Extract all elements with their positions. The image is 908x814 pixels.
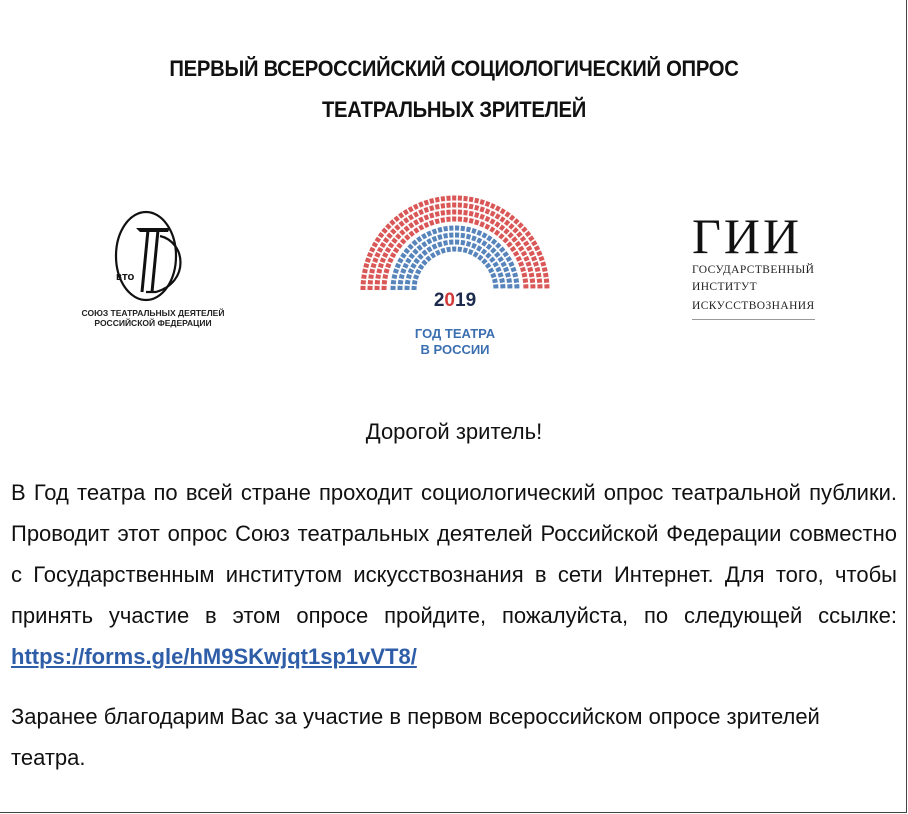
seat-arc-segment: [520, 247, 522, 250]
seat-arc-segment: [427, 233, 431, 235]
gii-line-3: ИСКУССТВОЗНАНИЯ: [692, 298, 815, 320]
seat-arc-segment: [433, 238, 437, 240]
seat-arc-segment: [413, 242, 416, 245]
seat-arc-segment: [398, 244, 401, 247]
seat-arc-segment: [395, 218, 398, 221]
seat-arc-segment: [422, 235, 426, 237]
seat-arc-segment: [517, 242, 519, 245]
seat-arc-segment: [397, 235, 400, 238]
seat-arc-segment: [366, 264, 367, 268]
seat-arc-segment: [495, 263, 497, 267]
paragraph-1-text: В Год театра по всей стране проходит социологический опрос театральной публики. Проводит этот опрос Союз театральных деятелей Российской Федерации совместно с Государственным институтом искусствознания в сети Интернет. Для того, чтобы принять участие в этом опросе пройдите, пожалуйста, по следующей ссылке:: [11, 480, 897, 628]
seat-arc-segment: [399, 259, 401, 263]
seat-arc-segment: [533, 242, 535, 246]
seat-arc-segment: [479, 257, 482, 259]
seat-arc-segment: [483, 242, 487, 244]
seat-arc-segment: [475, 222, 479, 223]
seat-arc-segment: [367, 258, 368, 262]
seat-arc-segment: [414, 280, 415, 284]
seat-arc-segment: [395, 269, 396, 273]
seat-arc-segment: [466, 229, 470, 230]
seat-arc-segment: [472, 238, 476, 239]
seat-arc-segment: [477, 240, 481, 242]
seat-arc-segment: [393, 239, 396, 242]
seat-arc-segment: [438, 244, 442, 245]
seat-arc-segment: [430, 200, 434, 201]
seat-arc-segment: [490, 269, 492, 273]
seat-arc-segment: [497, 244, 500, 247]
year-zero: 0: [444, 290, 455, 311]
seat-arc-segment: [436, 252, 440, 254]
body-paragraph-2: Заранее благодарим Вас за участие в первом всероссийском опросе зрителей театра.: [11, 704, 820, 770]
seat-arc-segment: [388, 234, 391, 237]
seat-arc-segment: [498, 268, 500, 272]
seat-arc-segment: [475, 200, 479, 201]
seat-arc-segment: [505, 230, 508, 233]
seat-arc-segment: [469, 251, 473, 253]
year-caption: [400, 326, 510, 358]
seat-arc-segment: [523, 252, 525, 256]
seat-arc-segment: [475, 215, 479, 216]
seat-arc-segment: [424, 217, 428, 219]
seat-arc-segment: [525, 242, 527, 245]
seat-arc-segment: [483, 260, 486, 263]
seat-arc-segment: [384, 253, 386, 257]
gii-abbr: ГИИ: [692, 208, 803, 264]
seat-arc-segment: [508, 243, 511, 246]
seat-arc-segment: [428, 240, 432, 242]
seat-arc-segment: [520, 262, 522, 266]
seat-arc-segment: [435, 214, 439, 215]
seat-arc-segment: [505, 222, 508, 225]
seat-arc-segment: [507, 273, 508, 277]
seat-arc-segment: [538, 273, 539, 277]
greeting: Дорогой зритель!: [365, 419, 543, 444]
seat-arc-segment: [414, 214, 418, 216]
seat-arc-segment: [387, 225, 390, 228]
seat-arc-segment: [535, 262, 536, 266]
std-caption-line-1: СОЮЗ ТЕАТРАЛЬНЫХ ДЕЯТЕЛЕЙ: [81, 308, 225, 318]
seat-arc-segment: [518, 257, 520, 261]
seat-arc-segment: [515, 220, 518, 223]
seat-arc-segment: [501, 218, 504, 220]
seat-arc-segment: [513, 238, 516, 241]
seat-arc-segment: [438, 229, 442, 230]
page-title: [36, 48, 871, 130]
seat-arc-segment: [496, 223, 499, 225]
seat-arc-segment: [408, 275, 409, 279]
seat-arc-segment: [371, 248, 373, 252]
seat-arc-segment: [510, 225, 513, 228]
seat-arc-segment: [491, 229, 495, 231]
seat-arc-segment: [393, 280, 394, 284]
seat-arc-segment: [485, 226, 489, 228]
seat-arc-segment: [435, 199, 439, 200]
seat-arc-segment: [409, 216, 412, 218]
seat-arc-segment: [380, 264, 381, 268]
seat-arc-segment: [424, 209, 428, 210]
seat-arc-segment: [410, 269, 412, 273]
seat-arc-segment: [528, 247, 530, 251]
seat-arc-segment: [441, 220, 445, 221]
seat-arc-segment: [428, 248, 432, 250]
seat-arc-segment: [518, 233, 521, 236]
seat-arc-segment: [474, 254, 477, 256]
seat-arc-segment: [512, 247, 514, 250]
seat-arc-segment: [492, 241, 495, 244]
seat-arc-segment: [501, 210, 504, 212]
seat-arc-segment: [504, 239, 507, 242]
seat-arc-segment: [419, 255, 422, 258]
seat-arc-segment: [500, 227, 503, 229]
seat-arc-segment: [410, 232, 413, 235]
seat-arc-segment: [377, 253, 379, 257]
seat-arc-segment: [500, 273, 501, 277]
seat-arc-segment: [511, 262, 513, 266]
seat-arc-segment: [530, 268, 531, 272]
seat-arc-segment: [469, 206, 473, 207]
seat-arc-segment: [391, 221, 394, 224]
seat-arc-segment: [423, 261, 426, 264]
seat-arc-segment: [500, 235, 503, 238]
seat-arc-segment: [405, 228, 408, 231]
seat-arc-segment: [480, 209, 484, 210]
seat-arc-segment: [414, 221, 418, 223]
seat-arc-segment: [536, 246, 538, 250]
seat-arc-segment: [417, 270, 419, 274]
seat-arc-segment: [526, 257, 528, 261]
body-paragraph-1: [11, 472, 897, 677]
seat-arc-segment: [397, 264, 399, 268]
seat-arc-segment: [409, 245, 412, 248]
seat-arc-segment: [482, 250, 485, 253]
seat-arc-segment: [403, 269, 404, 273]
seat-arc-segment: [400, 223, 403, 226]
seat-arc-segment: [386, 269, 387, 273]
seat-arc-segment: [545, 273, 546, 277]
seat-arc-segment: [414, 206, 418, 208]
seat-arc-segment: [364, 275, 365, 279]
seat-arc-segment: [541, 257, 542, 261]
seat-arc-segment: [444, 228, 448, 229]
seat-arc-segment: [414, 250, 417, 253]
gii-logo: [692, 210, 842, 340]
seat-arc-segment: [407, 259, 409, 263]
seat-arc-segment: [372, 269, 373, 273]
seat-arc-segment: [487, 246, 490, 249]
std-logo: [78, 202, 248, 352]
seat-arc-segment: [388, 264, 389, 268]
seat-arc-segment: [392, 253, 394, 257]
seat-arc-segment: [438, 237, 442, 238]
seat-arc-segment: [499, 258, 501, 261]
seat-arc-segment: [423, 243, 426, 245]
theatre-seats-arc-icon: [360, 186, 550, 296]
seat-arc-segment: [505, 268, 507, 272]
seat-arc-segment: [508, 257, 510, 261]
title-line-2: ТЕАТРАЛЬНЫХ ЗРИТЕЛЕЙ: [321, 97, 587, 122]
seat-arc-segment: [522, 237, 524, 240]
seat-arc-segment: [502, 279, 503, 283]
seat-arc-segment: [528, 262, 529, 266]
seat-arc-segment: [441, 250, 445, 251]
seat-arc-segment: [447, 249, 451, 250]
seat-arc-segment: [387, 248, 389, 252]
seat-arc-segment: [444, 235, 448, 236]
seat-arc-segment: [410, 224, 413, 226]
seat-arc-segment: [516, 279, 517, 283]
seat-arc-segment: [488, 237, 491, 239]
seat-arc-segment: [472, 230, 476, 231]
seat-arc-segment: [441, 206, 445, 207]
seat-arc-segment: [394, 275, 395, 279]
seat-arc-segment: [486, 218, 490, 220]
seat-arc-segment: [441, 213, 445, 214]
seat-arc-segment: [475, 207, 479, 208]
std-caption-line-2: РОССИЙСКОЙ ФЕДЕРАЦИИ: [94, 318, 212, 328]
seat-arc-segment: [385, 275, 386, 279]
seat-arc-segment: [373, 264, 374, 268]
gii-line-1: ГОСУДАРСТВЕННЫЙ: [692, 264, 815, 276]
seat-arc-segment: [480, 224, 484, 226]
seat-arc-segment: [491, 221, 495, 223]
seat-arc-segment: [513, 268, 514, 272]
seat-arc-segment: [491, 258, 494, 261]
seat-arc-segment: [400, 280, 401, 284]
seat-arc-segment: [423, 251, 426, 254]
seat-arc-segment: [402, 254, 404, 257]
seat-arc-segment: [377, 238, 379, 241]
title-line-1: ПЕРВЫЙ ВСЕРОССИЙСКИЙ СОЦИОЛОГИЧЕСКИЙ ОПРОС: [169, 56, 739, 81]
seat-arc-segment: [524, 273, 525, 277]
seat-arc-segment: [420, 227, 424, 229]
seat-arc-segment: [509, 279, 510, 283]
seat-arc-segment: [501, 248, 504, 251]
seat-arc-segment: [469, 213, 473, 214]
seat-arc-segment: [496, 215, 500, 217]
seat-arc-segment: [441, 199, 445, 200]
seat-arc-segment: [415, 259, 418, 262]
seat-arc-segment: [430, 215, 434, 216]
seat-arc-segment: [433, 246, 437, 248]
seat-arc-segment: [486, 211, 490, 213]
seat-arc-segment: [411, 254, 414, 257]
seat-arc-segment: [527, 232, 529, 235]
seat-arc-segment: [543, 262, 544, 266]
seat-arc-segment: [404, 211, 407, 213]
seat-arc-segment: [382, 258, 384, 262]
seat-arc-segment: [492, 249, 495, 252]
seat-arc-segment: [400, 214, 403, 216]
seat-arc-segment: [406, 249, 409, 252]
seat-arc-segment: [402, 240, 405, 243]
seat-arc-segment: [466, 236, 470, 237]
seat-arc-segment: [420, 265, 422, 268]
seat-arc-segment: [409, 208, 413, 210]
seat-arc-segment: [383, 229, 386, 232]
seat-arc-segment: [405, 219, 408, 221]
seat-arc-segment: [464, 205, 468, 206]
seat-arc-segment: [430, 208, 434, 209]
seat-arc-segment: [416, 275, 417, 279]
seat-arc-segment: [365, 269, 366, 273]
seat-arc-segment: [480, 202, 484, 203]
seat-arc-segment: [522, 268, 523, 272]
gii-line-2: ИНСТИТУТ: [692, 281, 758, 293]
seat-arc-segment: [374, 243, 376, 247]
seat-arc-segment: [431, 254, 434, 256]
year-prefix: 2: [433, 290, 445, 311]
seat-arc-segment: [401, 231, 404, 234]
seat-arc-segment: [461, 228, 465, 229]
seat-arc-segment: [544, 268, 545, 272]
year-of-theatre-logo: [360, 186, 550, 366]
seat-arc-segment: [514, 229, 517, 232]
seat-arc-segment: [378, 275, 379, 279]
seat-arc-segment: [496, 253, 499, 256]
seat-arc-segment: [469, 199, 473, 200]
seat-arc-segment: [375, 258, 376, 262]
seat-arc-segment: [525, 279, 526, 283]
seat-arc-segment: [435, 221, 439, 222]
std-caption: [78, 308, 228, 328]
seat-arc-segment: [424, 202, 428, 203]
seat-arc-segment: [419, 219, 423, 221]
seat-arc-segment: [392, 230, 395, 233]
seat-arc-segment: [430, 222, 434, 223]
seat-arc-segment: [487, 264, 489, 267]
seat-arc-segment: [503, 263, 505, 267]
seat-arc-segment: [533, 257, 535, 261]
year-caption-line-2: В РОССИИ: [420, 342, 490, 357]
seat-arc-segment: [419, 204, 423, 206]
seat-arc-segment: [509, 234, 512, 237]
year-label: [415, 290, 495, 312]
seat-arc-segment: [496, 208, 500, 210]
seat-arc-segment: [385, 239, 387, 242]
seat-arc-segment: [395, 249, 397, 252]
seat-arc-segment: [464, 220, 468, 221]
seat-arc-segment: [531, 252, 533, 256]
seat-arc-segment: [537, 268, 538, 272]
seat-arc-segment: [487, 254, 490, 257]
seat-arc-segment: [483, 234, 487, 236]
seat-arc-segment: [425, 224, 429, 226]
seat-arc-segment: [390, 258, 392, 262]
seat-arc-segment: [379, 269, 380, 273]
seat-arc-segment: [390, 244, 392, 247]
seat-arc-segment: [491, 205, 495, 207]
seat-arc-segment: [477, 247, 481, 249]
seat-arc-segment: [418, 246, 421, 249]
seat-arc-segment: [464, 212, 468, 213]
seat-arc-segment: [382, 243, 384, 246]
seat-arc-segment: [523, 228, 526, 231]
year-suffix: 19: [455, 290, 477, 311]
seat-arc-segment: [444, 243, 448, 244]
seat-arc-segment: [504, 253, 506, 256]
seat-arc-segment: [419, 211, 423, 213]
seat-arc-segment: [406, 236, 409, 239]
seat-arc-segment: [515, 252, 517, 256]
year-caption-line-1: ГОД ТЕАТРА: [414, 326, 496, 341]
seat-arc-segment: [491, 213, 495, 215]
seat-arc-segment: [539, 252, 541, 256]
seat-arc-segment: [463, 250, 467, 251]
seat-arc-segment: [495, 232, 498, 234]
seat-arc-segment: [477, 232, 481, 234]
seat-arc-segment: [433, 231, 437, 232]
seat-arc-segment: [461, 235, 465, 236]
std-monogram-icon: [106, 206, 196, 306]
seat-arc-segment: [480, 216, 484, 217]
seat-arc-segment: [493, 274, 494, 278]
seat-arc-segment: [531, 273, 532, 277]
seat-arc-segment: [415, 229, 418, 231]
seat-arc-segment: [530, 237, 532, 240]
seat-arc-segment: [510, 217, 513, 220]
seat-arc-segment: [418, 238, 421, 240]
seat-arc-segment: [461, 242, 465, 243]
seat-arc-segment: [369, 253, 371, 257]
seat-arc-segment: [506, 213, 509, 215]
seat-arc-segment: [486, 203, 490, 204]
seat-arc-segment: [519, 224, 522, 227]
seat-arc-segment: [407, 280, 408, 284]
survey-link[interactable]: https://forms.gle/hM9SKwjqt1sp1vVT8/: [11, 644, 417, 669]
seat-arc-segment: [401, 275, 402, 279]
seat-arc-segment: [379, 248, 381, 252]
seat-arc-segment: [371, 275, 372, 279]
seat-arc-segment: [515, 273, 516, 277]
seat-arc-segment: [472, 245, 476, 247]
seat-arc-segment: [412, 264, 414, 268]
std-monogram-text: ВТО: [116, 273, 135, 282]
seat-arc-segment: [466, 243, 470, 244]
seat-arc-segment: [380, 234, 382, 237]
seat-arc-segment: [396, 226, 399, 229]
seat-arc-segment: [469, 220, 473, 221]
seat-arc-segment: [435, 206, 439, 207]
seat-arc-segment: [405, 264, 407, 268]
seat-arc-segment: [494, 279, 495, 283]
seat-arc-segment: [427, 257, 430, 260]
